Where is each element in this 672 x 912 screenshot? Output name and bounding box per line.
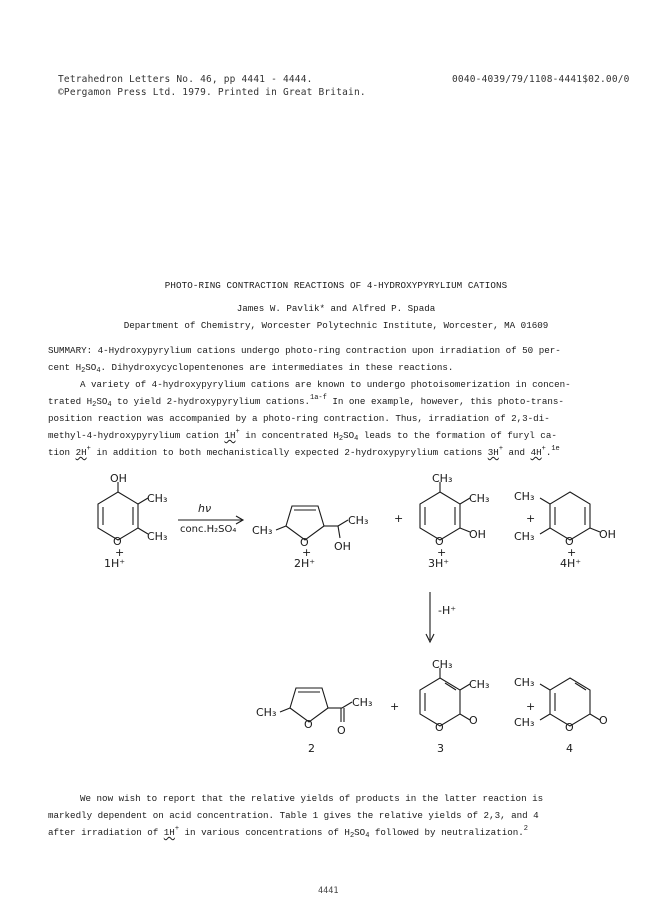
charge: + (86, 445, 91, 453)
text: trated H (48, 396, 93, 407)
ring-oxygen: O (304, 718, 313, 731)
deprotonation-arrow (426, 592, 434, 642)
body-line-1: We now wish to report that the relative yields of products in the latter reaction is (80, 793, 544, 804)
body-paragraph (48, 790, 616, 841)
compound-label-4: 4 (566, 742, 573, 755)
intro-line-5: tion 2H+ in addition to both mechanistically expected 2-hydroxypyrylium cations 3H+ and 4H+.$^{1e}$ (48, 445, 560, 458)
text: SO (343, 430, 355, 441)
ch3-label: CH₃ (256, 706, 277, 719)
text: tion (48, 447, 76, 458)
charge: + (235, 428, 240, 436)
text: . Dihydroxycyclopentenones are intermediates in these reactions. (100, 362, 454, 373)
ring-oxygen: O (300, 536, 309, 549)
subscript: 4 (365, 832, 370, 840)
structure-1H (98, 482, 148, 540)
ch3-label: CH₃ (514, 530, 535, 543)
text: SO (85, 362, 97, 373)
affiliation: Department of Chemistry, Worcester Polytechnic Institute, Worcester, MA 01609 (123, 320, 549, 331)
text: leads to the formation of furyl ca- (358, 430, 557, 441)
reference-superscript: 2 (523, 825, 528, 833)
reaction-arrow (178, 516, 243, 524)
intro-line-3: position reaction was accompanied by a photo-ring contraction. Thus, irradiation of 2,3-di- (48, 413, 550, 424)
subscript: 2 (81, 367, 86, 375)
structure-4H (540, 492, 600, 540)
subscript: 2 (349, 832, 355, 840)
authors: James W. Pavlik* and Alfred P. Spada (236, 303, 436, 314)
compound-label-4H: 4H⁺ (560, 557, 582, 570)
text: after irradiation of (48, 827, 164, 838)
ring-oxygen: O (565, 721, 574, 734)
ch3-label: CH₃ (147, 530, 168, 543)
text: in addition to both mechanistically expected 2-hydroxypyrylium cations (90, 447, 488, 458)
oh-label: OH (110, 472, 127, 485)
text: SO (354, 827, 366, 838)
charge-plus: + (302, 546, 312, 559)
ch3-label: CH₃ (514, 676, 535, 689)
article-code: 0040-4039/79/1108-4441$02.00/0 (452, 74, 630, 85)
charge: + (541, 445, 546, 453)
deprotonation-label: -H⁺ (438, 604, 457, 617)
compound-label-3H: 3H⁺ (428, 557, 450, 570)
compound-ref: 1H (163, 827, 175, 838)
ch3-label: CH₃ (352, 696, 373, 709)
charge-plus: + (437, 546, 447, 559)
subscript: 4 (96, 367, 101, 375)
plus-sign: + (526, 512, 536, 525)
text: and (503, 447, 531, 458)
text: cent H (48, 362, 82, 373)
plus-sign: + (394, 512, 404, 525)
ch3-label: CH₃ (432, 472, 453, 485)
subscript: 2 (92, 401, 97, 409)
ring-oxygen: O (435, 535, 444, 548)
structure-2H (276, 506, 348, 540)
charge: + (174, 825, 180, 833)
compound-label-2H: 2H⁺ (294, 557, 316, 570)
journal-citation: Tetrahedron Letters No. 46, pp 4441 - 4444. (58, 74, 313, 85)
ring-oxygen: O (435, 721, 444, 734)
arrow-label-bottom: conc.H₂SO₄ (180, 524, 237, 535)
intro-line-1: A variety of 4-hydroxypyrylium cations are known to undergo photoisomerization in concen- (80, 379, 571, 390)
page-number: 4441 (318, 886, 339, 896)
text: in concentrated H (239, 430, 339, 441)
structure-3H (420, 482, 470, 540)
structure-4 (540, 678, 600, 726)
plus-sign: + (526, 700, 536, 713)
plus-sign: + (390, 700, 400, 713)
oh-label: OH (599, 528, 616, 541)
text: in various concentrations of H (179, 827, 350, 838)
publisher-line: ©Pergamon Press Ltd. 1979. Printed in Great Britain. (58, 87, 366, 98)
ring-oxygen: O (565, 535, 574, 548)
oh-label: OH (469, 528, 486, 541)
ch3-label: CH₃ (514, 490, 535, 503)
text: SO (96, 396, 108, 407)
charge-plus: + (567, 546, 577, 559)
subscript: 4 (354, 435, 359, 443)
ring-oxygen: O (113, 535, 122, 548)
compound-label-3: 3 (437, 742, 444, 755)
text: In one example, however, this photo-trans- (326, 396, 564, 407)
body-line-3 (48, 824, 616, 841)
compound-ref: 4H (530, 447, 542, 458)
carbonyl-oxygen: O (599, 714, 608, 727)
charge: + (498, 445, 504, 453)
summary-line-1: SUMMARY: 4-Hydroxypyrylium cations undergo photo-ring contraction upon irradiation of 50 per- (48, 345, 561, 356)
charge-plus: + (115, 546, 125, 559)
compound-ref: 3H (487, 447, 499, 458)
ch3-label: CH₃ (469, 678, 490, 691)
ch3-label: CH₃ (469, 492, 490, 505)
compound-label-2: 2 (308, 742, 315, 755)
ch3-label: CH₃ (348, 514, 369, 527)
compound-label-1H: 1H⁺ (104, 557, 126, 570)
carbonyl-oxygen: O (469, 714, 478, 727)
subscript: 4 (107, 401, 112, 409)
ch3-label: CH₃ (147, 492, 168, 505)
structure-3 (420, 668, 470, 726)
oh-label: OH (334, 540, 351, 553)
reference-superscript: 1e (551, 445, 560, 453)
text: to yield 2-hydroxypyrylium cations. (111, 396, 311, 407)
text: followed by neutralization. (369, 827, 524, 838)
text: methyl-4-hydroxypyrylium cation (48, 430, 225, 441)
ch3-label: CH₃ (514, 716, 535, 729)
compound-ref: 1H (224, 430, 236, 441)
carbonyl-oxygen: O (337, 724, 346, 737)
arrow-label-top: hν (198, 502, 212, 515)
ch3-label: CH₃ (432, 658, 453, 671)
reference-superscript: 1a-f (310, 394, 327, 402)
subscript: 2 (338, 435, 344, 443)
body-line-2: markedly dependent on acid concentration. Table 1 gives the relative yields of 2,3, and 4 (48, 810, 539, 821)
paper-title: PHOTO-RING CONTRACTION REACTIONS OF 4-HYDROXYPYRYLIUM CATIONS (164, 280, 508, 291)
ch3-label: CH₃ (252, 524, 273, 537)
compound-ref: 2H (75, 447, 87, 458)
structure-2 (280, 688, 352, 722)
